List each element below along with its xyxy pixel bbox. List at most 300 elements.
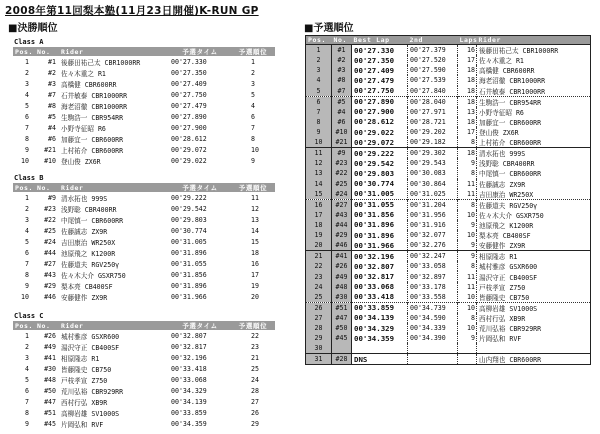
header-pos: Pos.: [15, 183, 34, 192]
row-number: #21: [332, 137, 352, 148]
row-pos: 15: [306, 189, 332, 200]
row-pos: 30: [306, 343, 332, 353]
row-qual-time: 00'29.072: [171, 146, 207, 155]
row-rider: 佐々木重之 R1: [479, 57, 524, 66]
row-laps: 11: [458, 282, 477, 292]
row-number: #28: [332, 354, 352, 365]
row-number: #49: [332, 271, 352, 281]
row-qual-time: 00'34.359: [171, 420, 207, 429]
row-pos: 3: [25, 215, 29, 224]
table-row: [13, 374, 275, 385]
row-best-lap: 00'33.418: [352, 292, 408, 303]
row-best-lap: 00'27.750: [352, 86, 408, 97]
row-laps: 10: [458, 230, 477, 240]
row-second-lap: 00'30.864: [408, 179, 458, 189]
row-rider: 後藤田祐己太 CBR1000RR: [61, 58, 141, 67]
row-rider: 海老沼徹 CBR1000RR: [61, 102, 128, 111]
table-row: [13, 78, 275, 89]
row-laps: 11: [458, 179, 477, 189]
table-row: [306, 343, 591, 353]
row-qual-time: 00'27.900: [171, 124, 207, 133]
table-row: [13, 330, 275, 341]
table-row: [13, 145, 275, 156]
row-best-lap: 00'32.807: [352, 261, 408, 271]
row-qual-time: 00'31.896: [171, 282, 207, 291]
row-number: #50: [332, 323, 352, 333]
row-laps: 10: [458, 323, 477, 333]
row-number: #48: [332, 282, 352, 292]
row-qual-rank: 28: [251, 387, 259, 396]
row-pos: 4: [25, 90, 29, 99]
row-rider: 池原飛之 K1200R: [479, 221, 534, 230]
row-laps: [458, 354, 477, 365]
row-number: #8: [48, 101, 56, 110]
row-number: #7: [48, 90, 56, 99]
row-laps: 18: [458, 65, 477, 75]
header-qual-rank: 予選順位: [231, 183, 275, 192]
row-number: #24: [44, 237, 56, 246]
row-pos: 28: [306, 323, 332, 333]
qualifying-results-table: [305, 35, 591, 365]
row-second-lap: 00'30.083: [408, 168, 458, 178]
row-laps: 9: [458, 158, 477, 168]
row-number: #10: [44, 157, 56, 166]
row-best-lap: [352, 343, 408, 353]
row-qual-time: 00'32.817: [171, 342, 207, 351]
row-second-lap: 00'32.247: [408, 251, 458, 262]
row-number: #9: [48, 193, 56, 202]
table-row: [306, 107, 591, 117]
row-second-lap: 00'32.276: [408, 240, 458, 251]
row-pos: 3: [25, 353, 29, 362]
row-number: #50: [44, 387, 56, 396]
table-row: [13, 67, 275, 78]
row-qual-time: 00'32.196: [171, 353, 207, 362]
row-rider: 上村祐介 CBR600RR: [61, 147, 124, 156]
row-number: #47: [332, 313, 352, 323]
header-qual-rank: 予選順位: [231, 47, 275, 56]
header-no: No.: [35, 183, 59, 192]
row-pos: 6: [25, 387, 29, 396]
row-number: #41: [332, 251, 352, 262]
table-row: [306, 199, 591, 210]
table-row: [306, 302, 591, 313]
row-pos: 22: [306, 261, 332, 271]
row-best-lap: 00'31.896: [352, 230, 408, 240]
row-number: #48: [44, 375, 56, 384]
row-pos: 5: [25, 101, 29, 110]
row-number: #24: [332, 189, 352, 200]
row-laps: 8: [458, 261, 477, 271]
header-qual-time: 予選タイム: [169, 183, 231, 192]
table-row: [306, 158, 591, 168]
row-qual-rank: 25: [251, 364, 259, 373]
table-row: [306, 127, 591, 137]
row-second-lap: 00'33.558: [408, 292, 458, 303]
table-row: [306, 230, 591, 240]
class-b-label: Class B: [14, 174, 44, 182]
row-best-lap: DNS: [352, 354, 408, 365]
row-number: #2: [48, 68, 56, 77]
row-qual-time: 00'29.803: [171, 215, 207, 224]
row-qual-rank: 27: [251, 398, 259, 407]
row-rider: 西村行弘 XB9R: [479, 314, 526, 323]
row-pos: 4: [25, 226, 29, 235]
row-number: #7: [332, 86, 352, 97]
row-number: #1: [48, 57, 56, 66]
row-qual-time: 00'31.896: [171, 249, 207, 258]
table-row: [306, 179, 591, 189]
header-pos: Pos.: [15, 321, 34, 330]
row-pos: 24: [306, 282, 332, 292]
row-number: #2: [332, 55, 352, 65]
header-rider: Rider: [477, 36, 591, 45]
header-rider: Rider: [59, 47, 169, 56]
row-rider: 城村雅彦 GSXR600: [61, 332, 120, 341]
row-best-lap: 00'31.005: [352, 189, 408, 200]
row-qual-rank: 19: [251, 282, 259, 291]
row-rider: 湯沢守正 CB400SF: [479, 273, 538, 282]
row-second-lap: 00'27.539: [408, 75, 458, 85]
table-row: [306, 96, 591, 107]
row-rider: 湯沢守正 CB400SF: [61, 343, 120, 352]
row-pos: 14: [306, 179, 332, 189]
table-row: [306, 333, 591, 343]
row-qual-rank: 1: [251, 57, 255, 66]
row-rider: 浅野聡 CBR400RR: [479, 160, 535, 169]
row-second-lap: 00'27.379: [408, 45, 458, 56]
row-number: #4: [332, 107, 352, 117]
row-qual-time: 00'27.479: [171, 101, 207, 110]
row-qual-rank: 12: [251, 204, 259, 213]
row-pos: 5: [25, 375, 29, 384]
row-pos: 19: [306, 230, 332, 240]
row-number: #25: [332, 179, 352, 189]
row-rider: 佐々木大介 GSXR750: [61, 272, 126, 281]
row-pos: 25: [306, 292, 332, 303]
header-no: No.: [332, 36, 352, 45]
row-pos: 1: [25, 331, 29, 340]
row-number: #29: [332, 230, 352, 240]
row-number: #30: [44, 364, 56, 373]
row-rider: 佐藤道夫 RGV250γ: [477, 199, 591, 210]
table-row: [306, 261, 591, 271]
header-row: [306, 36, 591, 45]
row-second-lap: 00'28.721: [408, 117, 458, 127]
row-pos: 12: [306, 158, 332, 168]
row-rider: 中尾慎一 CBR600RR: [61, 216, 124, 225]
table-row: [306, 292, 591, 303]
row-pos: 9: [25, 420, 29, 429]
row-pos: 6: [306, 96, 332, 107]
table-row: [13, 281, 275, 292]
row-number: #8: [332, 75, 352, 85]
row-pos: 5: [306, 86, 332, 97]
row-qual-time: 00'31.055: [171, 260, 207, 269]
row-rider: 石井敏泰 CBR1000RR: [61, 91, 128, 100]
row-second-lap: 00'33.058: [408, 261, 458, 271]
row-rider: 浅野聡 CBR400RR: [61, 205, 117, 214]
row-pos: 2: [25, 68, 29, 77]
row-rider: 後藤田祐己太 CBR1000RR: [479, 47, 559, 55]
row-number: #27: [332, 199, 352, 210]
row-second-lap: 00'27.840: [408, 86, 458, 97]
row-laps: 18: [458, 117, 477, 127]
row-laps: 8: [458, 199, 477, 210]
row-rider: 佐藤誠志 ZX9R: [479, 180, 526, 189]
class-a-results-table: [13, 47, 275, 167]
row-number: #25: [44, 226, 56, 235]
row-best-lap: 00'29.222: [352, 148, 408, 159]
row-rider: [477, 343, 591, 353]
row-rider: 佐々木大介 GSXR750: [479, 211, 544, 220]
row-rider: 片岡弘和 RVF: [479, 335, 522, 344]
row-qual-time: 00'33.859: [171, 409, 207, 418]
row-rider: 生駒浩一 CBR954RR: [477, 96, 591, 107]
row-best-lap: 00'29.803: [352, 168, 408, 178]
row-rider: 吉田康治 WR250X: [61, 238, 116, 247]
row-rider: 中尾慎一 CBR600RR: [479, 170, 542, 179]
row-best-lap: 00'32.817: [352, 271, 408, 281]
row-qual-time: 00'27.890: [171, 113, 207, 122]
row-pos: 26: [306, 302, 332, 313]
row-number: #4: [48, 124, 56, 133]
row-rider: 城村雅彦 GSXR600: [479, 263, 538, 272]
row-pos: 1: [25, 193, 29, 202]
row-qual-time: 00'30.774: [171, 226, 207, 235]
row-pos: 4: [306, 75, 332, 85]
row-number: #6: [332, 117, 352, 127]
row-best-lap: 00'27.890: [352, 96, 408, 107]
header-laps: Laps: [459, 36, 478, 44]
header-rider: Rider: [59, 321, 169, 330]
row-pos: 10: [21, 293, 29, 302]
table-row: [306, 189, 591, 200]
row-laps: 18: [458, 75, 477, 85]
row-pos: 31: [306, 354, 332, 365]
row-laps: 11: [458, 271, 477, 281]
row-pos: 8: [25, 409, 29, 418]
row-pos: 3: [25, 79, 29, 88]
row-second-lap: 00'34.390: [408, 333, 458, 343]
table-row: [306, 65, 591, 75]
row-laps: 9: [458, 251, 477, 262]
row-pos: 11: [306, 148, 332, 159]
row-number: #43: [44, 271, 56, 280]
table-row: [13, 236, 275, 247]
row-rider: 安藤健作 ZX9R: [479, 242, 526, 251]
table-row: [13, 408, 275, 419]
row-pos: 10: [306, 137, 332, 148]
row-rider: 清水拓也 999S: [61, 194, 108, 203]
row-second-lap: 00'32.077: [408, 230, 458, 240]
row-pos: 9: [25, 146, 29, 155]
table-row: [306, 210, 591, 220]
row-qual-rank: 2: [251, 68, 255, 77]
row-laps: [458, 343, 477, 353]
row-best-lap: 00'27.409: [352, 65, 408, 75]
row-number: #41: [44, 353, 56, 362]
row-best-lap: 00'33.859: [352, 302, 408, 313]
row-rider: 荒川弘裕 CBR929RR: [479, 325, 542, 334]
row-second-lap: 00'34.339: [408, 323, 458, 333]
row-rider: 高柳岩雄 SV1000S: [477, 302, 591, 313]
row-best-lap: 00'31.856: [352, 210, 408, 220]
row-qual-time: 00'33.068: [171, 375, 207, 384]
row-pos: 9: [25, 282, 29, 291]
row-rider: 高橋健 CBR600RR: [61, 80, 117, 89]
table-row: [13, 111, 275, 122]
row-second-lap: [408, 354, 458, 365]
row-rider: 高柳岩雄 SV1000S: [61, 410, 120, 419]
row-rider: 佐々木重之 R1: [61, 69, 106, 78]
row-laps: 8: [458, 168, 477, 178]
table-row: [306, 220, 591, 230]
row-best-lap: 00'29.542: [352, 158, 408, 168]
table-row: [306, 55, 591, 65]
row-second-lap: 00'29.302: [408, 148, 458, 159]
row-number: #1: [332, 45, 352, 56]
row-second-lap: 00'34.739: [408, 302, 458, 313]
row-pos: 8: [306, 117, 332, 127]
row-pos: 2: [25, 204, 29, 213]
table-row: [306, 251, 591, 262]
row-rider: 梨本亮 CB400SF: [61, 283, 113, 292]
header-rider: Rider: [59, 183, 169, 192]
row-qual-time: 00'27.750: [171, 90, 207, 99]
row-pos: 7: [25, 260, 29, 269]
row-number: #45: [332, 333, 352, 343]
row-qual-time: 00'27.330: [171, 57, 207, 66]
table-row: [306, 148, 591, 159]
row-number: #6: [48, 135, 56, 144]
row-qual-time: 00'32.807: [171, 331, 207, 340]
row-number: #23: [332, 158, 352, 168]
row-best-lap: 00'29.072: [352, 137, 408, 148]
row-best-lap: 00'31.966: [352, 240, 408, 251]
row-qual-rank: 29: [251, 420, 259, 429]
row-number: #47: [44, 398, 56, 407]
row-pos: 16: [306, 199, 332, 210]
row-pos: 5: [25, 237, 29, 246]
row-qual-time: 00'31.856: [171, 271, 207, 280]
class-a-label: Class A: [14, 38, 44, 46]
row-laps: 11: [458, 189, 477, 200]
row-number: #51: [44, 409, 56, 418]
header-row: [13, 47, 275, 56]
row-second-lap: 00'34.590: [408, 313, 458, 323]
row-qual-time: 00'28.612: [171, 135, 207, 144]
row-pos: 7: [306, 107, 332, 117]
class-c-results-table: [13, 321, 275, 430]
table-row: [13, 419, 275, 430]
header-best-lap: Best Lap: [352, 36, 408, 45]
header-qual-time: 予選タイム: [169, 321, 231, 330]
row-second-lap: 00'29.543: [408, 158, 458, 168]
row-rider: 安藤健作 ZX9R: [61, 294, 108, 303]
row-best-lap: 00'28.612: [352, 117, 408, 127]
row-number: #22: [332, 168, 352, 178]
row-second-lap: 00'31.025: [408, 189, 458, 200]
header-qual-rank: 予選順位: [231, 321, 275, 330]
row-pos: 7: [25, 398, 29, 407]
row-pos: 3: [306, 65, 332, 75]
row-qual-rank: 21: [251, 353, 259, 362]
row-pos: 8: [25, 135, 29, 144]
row-rider: 皆藤隆史 CB750: [61, 365, 112, 374]
row-pos: 10: [21, 157, 29, 166]
row-number: #51: [332, 302, 352, 313]
table-row: [13, 203, 275, 214]
row-rider: 山内翔也 CBR600RR: [477, 354, 591, 365]
table-row: [13, 352, 275, 363]
row-qual-rank: 6: [251, 113, 255, 122]
row-number: #26: [332, 261, 352, 271]
row-rider: 梨本亮 CB400SF: [479, 232, 531, 241]
row-laps: 10: [458, 302, 477, 313]
row-laps: 10: [458, 292, 477, 303]
row-rider: 荒川弘裕 CBR929RR: [61, 388, 124, 397]
table-row: [13, 134, 275, 145]
row-number: #44: [332, 220, 352, 230]
table-row: [306, 75, 591, 85]
header-pos: Pos.: [15, 47, 34, 56]
class-b-results-table: [13, 183, 275, 303]
table-row: [13, 247, 275, 258]
row-qual-time: 00'34.139: [171, 398, 207, 407]
header-no: No.: [35, 321, 59, 330]
row-second-lap: 00'32.897: [408, 271, 458, 281]
row-second-lap: [408, 343, 458, 353]
table-row: [13, 89, 275, 100]
row-pos: 29: [306, 333, 332, 343]
row-rider: 加藤宜一 CBR600RR: [61, 136, 124, 145]
table-row: [13, 123, 275, 134]
row-qual-time: 00'34.329: [171, 387, 207, 396]
row-best-lap: 00'27.330: [352, 45, 408, 56]
row-best-lap: 00'34.139: [352, 313, 408, 323]
row-rider: 相原隆志 R1: [61, 354, 100, 363]
row-qual-rank: 18: [251, 249, 259, 258]
row-best-lap: 00'32.196: [352, 251, 408, 262]
row-qual-time: 00'29.222: [171, 193, 207, 202]
row-rider: 上村祐介 CBR600RR: [479, 139, 542, 148]
row-qual-time: 00'31.005: [171, 237, 207, 246]
row-qual-rank: 16: [251, 260, 259, 269]
row-qual-rank: 7: [251, 124, 255, 133]
row-second-lap: 00'31.204: [408, 199, 458, 210]
row-rider: 戸枝孝宣 Z750: [479, 283, 526, 292]
row-qual-time: 00'29.022: [171, 157, 207, 166]
final-results-title: ■決勝順位: [8, 23, 58, 34]
row-laps: 16: [458, 45, 477, 56]
row-pos: 18: [306, 220, 332, 230]
table-row: [306, 117, 591, 127]
table-row: [306, 137, 591, 148]
row-pos: 9: [306, 127, 332, 137]
row-laps: 17: [458, 55, 477, 65]
row-qual-rank: 5: [251, 90, 255, 99]
row-laps: 8: [458, 313, 477, 323]
row-qual-rank: 20: [251, 293, 259, 302]
class-c-label: Class C: [14, 312, 44, 320]
row-qual-rank: 15: [251, 237, 259, 246]
table-row: [13, 292, 275, 303]
row-rider: 登山俊 ZX6R: [479, 129, 519, 138]
header-second-lap: 2nd: [408, 36, 458, 45]
table-row: [306, 168, 591, 178]
table-row: [306, 323, 591, 333]
